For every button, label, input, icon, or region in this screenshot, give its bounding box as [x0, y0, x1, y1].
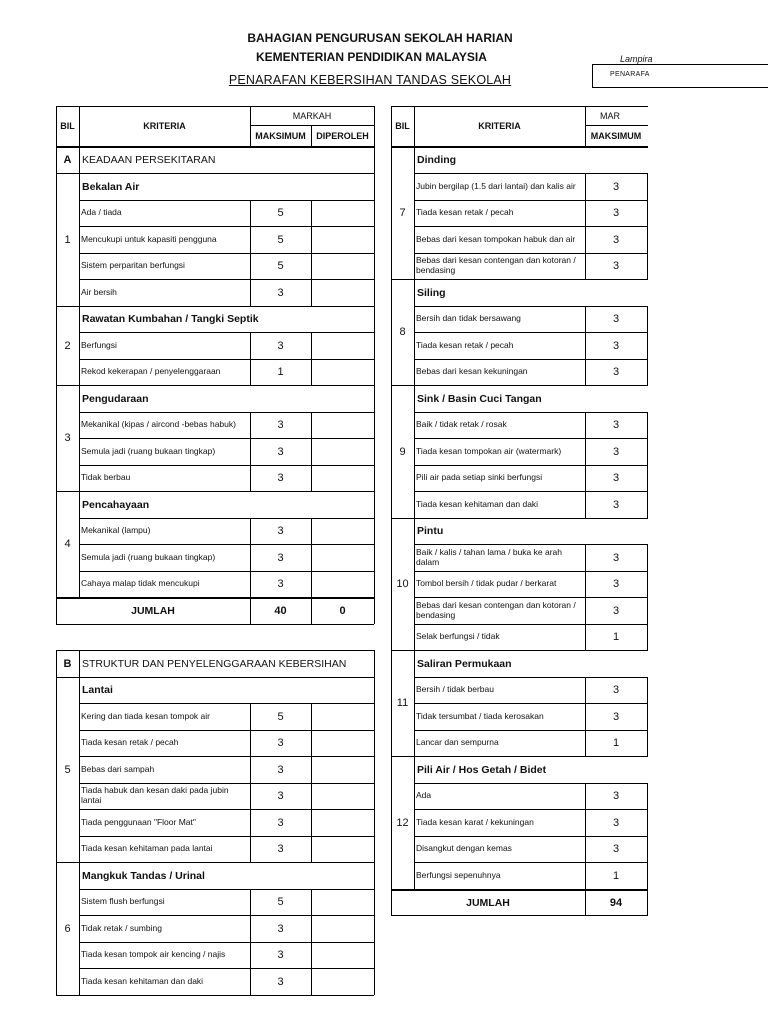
max-score: 5 [277, 710, 284, 723]
page-title: PENARAFAN KEBERSIHAN TANDAS SEKOLAH [228, 73, 512, 87]
max-score: 3 [277, 922, 284, 935]
criterion-text: Bebas dari kesan kekuningan [416, 366, 528, 377]
col-kriteria-header: KRITERIA [143, 121, 186, 131]
header-line-2: KEMENTERIAN PENDIDIKAN MALAYSIA [256, 50, 487, 64]
max-score: 3 [612, 207, 620, 219]
max-score: 3 [612, 578, 620, 590]
criterion-text: Tiada kesan kehitaman pada lantai [81, 843, 213, 854]
bil-5: 5 [64, 763, 71, 776]
jumlah-max: 94 [609, 896, 623, 909]
bil-11: 11 [396, 697, 409, 709]
criterion-text: Bersih dan tidak bersawang [416, 313, 521, 324]
criterion-text: Sistem flush berfungsi [81, 896, 165, 907]
max-score: 3 [612, 843, 620, 855]
max-score: 5 [277, 896, 284, 908]
bil-12: 12 [396, 816, 409, 829]
max-score: 3 [277, 975, 284, 988]
criterion-text: Berfungsi sepenuhnya [416, 869, 501, 880]
criterion-text: Mekanikal (lampu) [81, 525, 151, 536]
max-score: 3 [277, 525, 284, 537]
max-score: 3 [277, 790, 284, 802]
subheading-pintu: Pintu [417, 525, 444, 537]
criterion-text: Tidak berbau [81, 472, 131, 483]
criterion-text: Berfungsi [81, 339, 117, 350]
subheading-pengudaraan: Pengudaraan [82, 392, 149, 405]
max-score: 3 [277, 578, 284, 590]
criterion-text: Tombol bersih / tidak pudar / berkarat [416, 578, 557, 589]
criterion-text: Tiada kesan kehitaman dan daki [81, 975, 204, 986]
criterion-text: Tiada kesan tompok air kencing / najis [81, 949, 226, 960]
criterion-text: Bersih / tidak berbau [416, 684, 494, 695]
section-b-title: STRUKTUR DAN PENYELENGGARAAN KEBERSIHAN [82, 657, 347, 670]
criterion-text: Disangkut dengan kemas [416, 843, 512, 854]
max-score: 1 [612, 737, 620, 749]
criterion-text: Tiada kesan retak / pecah [416, 339, 514, 350]
criterion-text: Jubin bergilap (1.5 dari lantai) dan kalis air [416, 180, 576, 191]
col-max-header: MAKSIMUM [255, 130, 306, 141]
criterion-text: Kering dan tiada kesan tompok air [81, 710, 210, 721]
bil-6: 6 [64, 922, 71, 935]
criterion-text: Mencukupi untuk kapasiti pengguna [81, 233, 217, 244]
max-score: 3 [612, 498, 620, 511]
subheading-dinding: Dinding [417, 154, 457, 166]
section-b-letter: B [63, 657, 72, 670]
lampiran-label: Lampira [620, 54, 653, 64]
criterion-text: Selak berfungsi / tidak [416, 631, 500, 642]
rating-box [592, 64, 768, 88]
max-score: 3 [612, 790, 620, 802]
max-score: 3 [612, 180, 620, 193]
header-line-1: BAHAGIAN PENGURUSAN SEKOLAH HARIAN [247, 31, 513, 45]
jumlah-label: JUMLAH [131, 605, 175, 617]
bil-1: 1 [64, 233, 71, 246]
max-score: 3 [277, 763, 284, 776]
max-score: 3 [277, 843, 284, 855]
bil-10: 10 [396, 578, 409, 590]
subheading-mangkuk-tandas: Mangkuk Tandas / Urinal [82, 869, 205, 882]
bil-3: 3 [64, 432, 71, 444]
col-markah-header: MAR [600, 110, 620, 121]
max-score: 3 [277, 551, 284, 564]
bil-2: 2 [64, 339, 71, 352]
col-markah-header: MARKAH [292, 110, 332, 121]
max-score: 3 [277, 339, 284, 352]
subheading-lantai: Lantai [82, 684, 113, 696]
max-score: 3 [612, 419, 620, 431]
criterion-text: Tiada habuk dan kesan daki pada jubin lantai [81, 785, 229, 805]
max-score: 5 [277, 233, 284, 246]
subheading-siling: Siling [417, 286, 446, 299]
max-score: 3 [612, 445, 620, 458]
criterion-text: Ada / tiada [81, 207, 122, 218]
criterion-text: Tiada penggunaan "Floor Mat" [81, 816, 196, 827]
criterion-text: Baik / tidak retak / rosak [416, 419, 507, 430]
rating-box-label: PENARAFA [610, 71, 650, 78]
criterion-text: Bebas dari kesan tompokan habuk dan air [416, 233, 576, 244]
max-score: 3 [277, 816, 284, 829]
criterion-text: Cahaya malap tidak mencukupi [81, 578, 200, 589]
criterion-text: Ada [416, 790, 432, 801]
section-a-title: KEADAAN PERSEKITARAN [82, 154, 216, 166]
max-score: 3 [612, 366, 620, 378]
subheading-saliran: Saliran Permukaan [417, 657, 512, 670]
max-score: 5 [277, 260, 284, 272]
bil-4: 4 [64, 538, 71, 550]
max-score: 5 [277, 207, 284, 219]
max-score: 3 [277, 949, 284, 961]
criterion-text: Semula jadi (ruang bukaan tingkap) [81, 551, 216, 562]
subheading-pencahayaan: Pencahayaan [82, 498, 150, 511]
max-score: 3 [277, 472, 284, 484]
criterion-text: Tidak tersumbat / tiada kerosakan [416, 710, 544, 721]
criterion-text: Semula jadi (ruang bukaan tingkap) [81, 445, 216, 456]
criterion-text: Tiada kesan tompokan air (watermark) [416, 445, 562, 456]
max-score: 3 [277, 737, 284, 749]
subheading-bekalan-air: Bekalan Air [82, 180, 140, 193]
max-score: 3 [612, 604, 620, 617]
criterion-text: Lancar dan sempurna [416, 737, 499, 748]
max-score: 3 [612, 816, 620, 829]
max-score: 3 [612, 684, 620, 696]
criterion-text: Tidak retak / sumbing [81, 922, 162, 933]
bil-9: 9 [399, 445, 406, 458]
criterion-text: Tiada kesan karat / kekuningan [416, 816, 534, 827]
criterion-text: Tiada kesan kehitaman dan daki [416, 498, 539, 509]
col-got-header: DIPEROLEH [316, 130, 369, 141]
max-score: 3 [612, 233, 620, 246]
max-score: 3 [277, 419, 284, 431]
criterion-text: Tiada kesan retak / pecah [416, 207, 514, 218]
criterion-text: Sistem perparitan berfungsi [81, 260, 185, 271]
subheading-pili-air: Pili Air / Hos Getah / Bidet [417, 763, 547, 776]
section-a-letter: A [63, 154, 72, 166]
max-score: 1 [612, 631, 620, 643]
max-score: 3 [277, 445, 284, 458]
max-score: 3 [612, 260, 620, 272]
subheading-rawatan-kumbahan: Rawatan Kumbahan / Tangki Septik [82, 313, 259, 325]
criterion-text: Air bersih [81, 286, 117, 297]
max-score: 3 [612, 313, 620, 325]
col-bil-header: BIL [60, 121, 75, 131]
criterion-text: Mekanikal (kipas / aircond -bebas habuk) [81, 419, 236, 430]
col-bil-header: BIL [395, 121, 410, 131]
max-score: 3 [277, 286, 284, 299]
criterion-text: Bebas dari kesan contengan dan kotoran / bendasing [416, 255, 576, 275]
max-score: 1 [277, 366, 284, 378]
col-max-header: MAKSIMUM [590, 130, 642, 141]
criterion-text: Bebas dari sampah [81, 763, 155, 774]
subheading-sink: Sink / Basin Cuci Tangan [417, 392, 542, 405]
col-kriteria-header: KRITERIA [478, 121, 521, 131]
jumlah-obtained: 0 [339, 605, 346, 617]
criterion-text: Baik / kalis / tahan lama / buka ke arah dalam [416, 546, 562, 567]
criterion-text: Tiada kesan retak / pecah [81, 737, 179, 748]
max-score: 3 [612, 710, 620, 723]
max-score: 3 [612, 339, 620, 352]
jumlah-max: 40 [274, 605, 287, 617]
criterion-text: Pili air pada setiap sinki berfungsi [416, 472, 543, 483]
criterion-text: Rekod kekerapan / penyelenggaraan [81, 366, 221, 377]
criterion-text: Bebas dari kesan contengan dan kotoran / bendasing [416, 599, 576, 620]
max-score: 3 [612, 472, 620, 484]
jumlah-label: JUMLAH [466, 896, 510, 909]
max-score: 3 [612, 551, 620, 564]
bil-8: 8 [399, 326, 406, 338]
bil-7: 7 [399, 207, 406, 219]
max-score: 1 [612, 869, 620, 882]
